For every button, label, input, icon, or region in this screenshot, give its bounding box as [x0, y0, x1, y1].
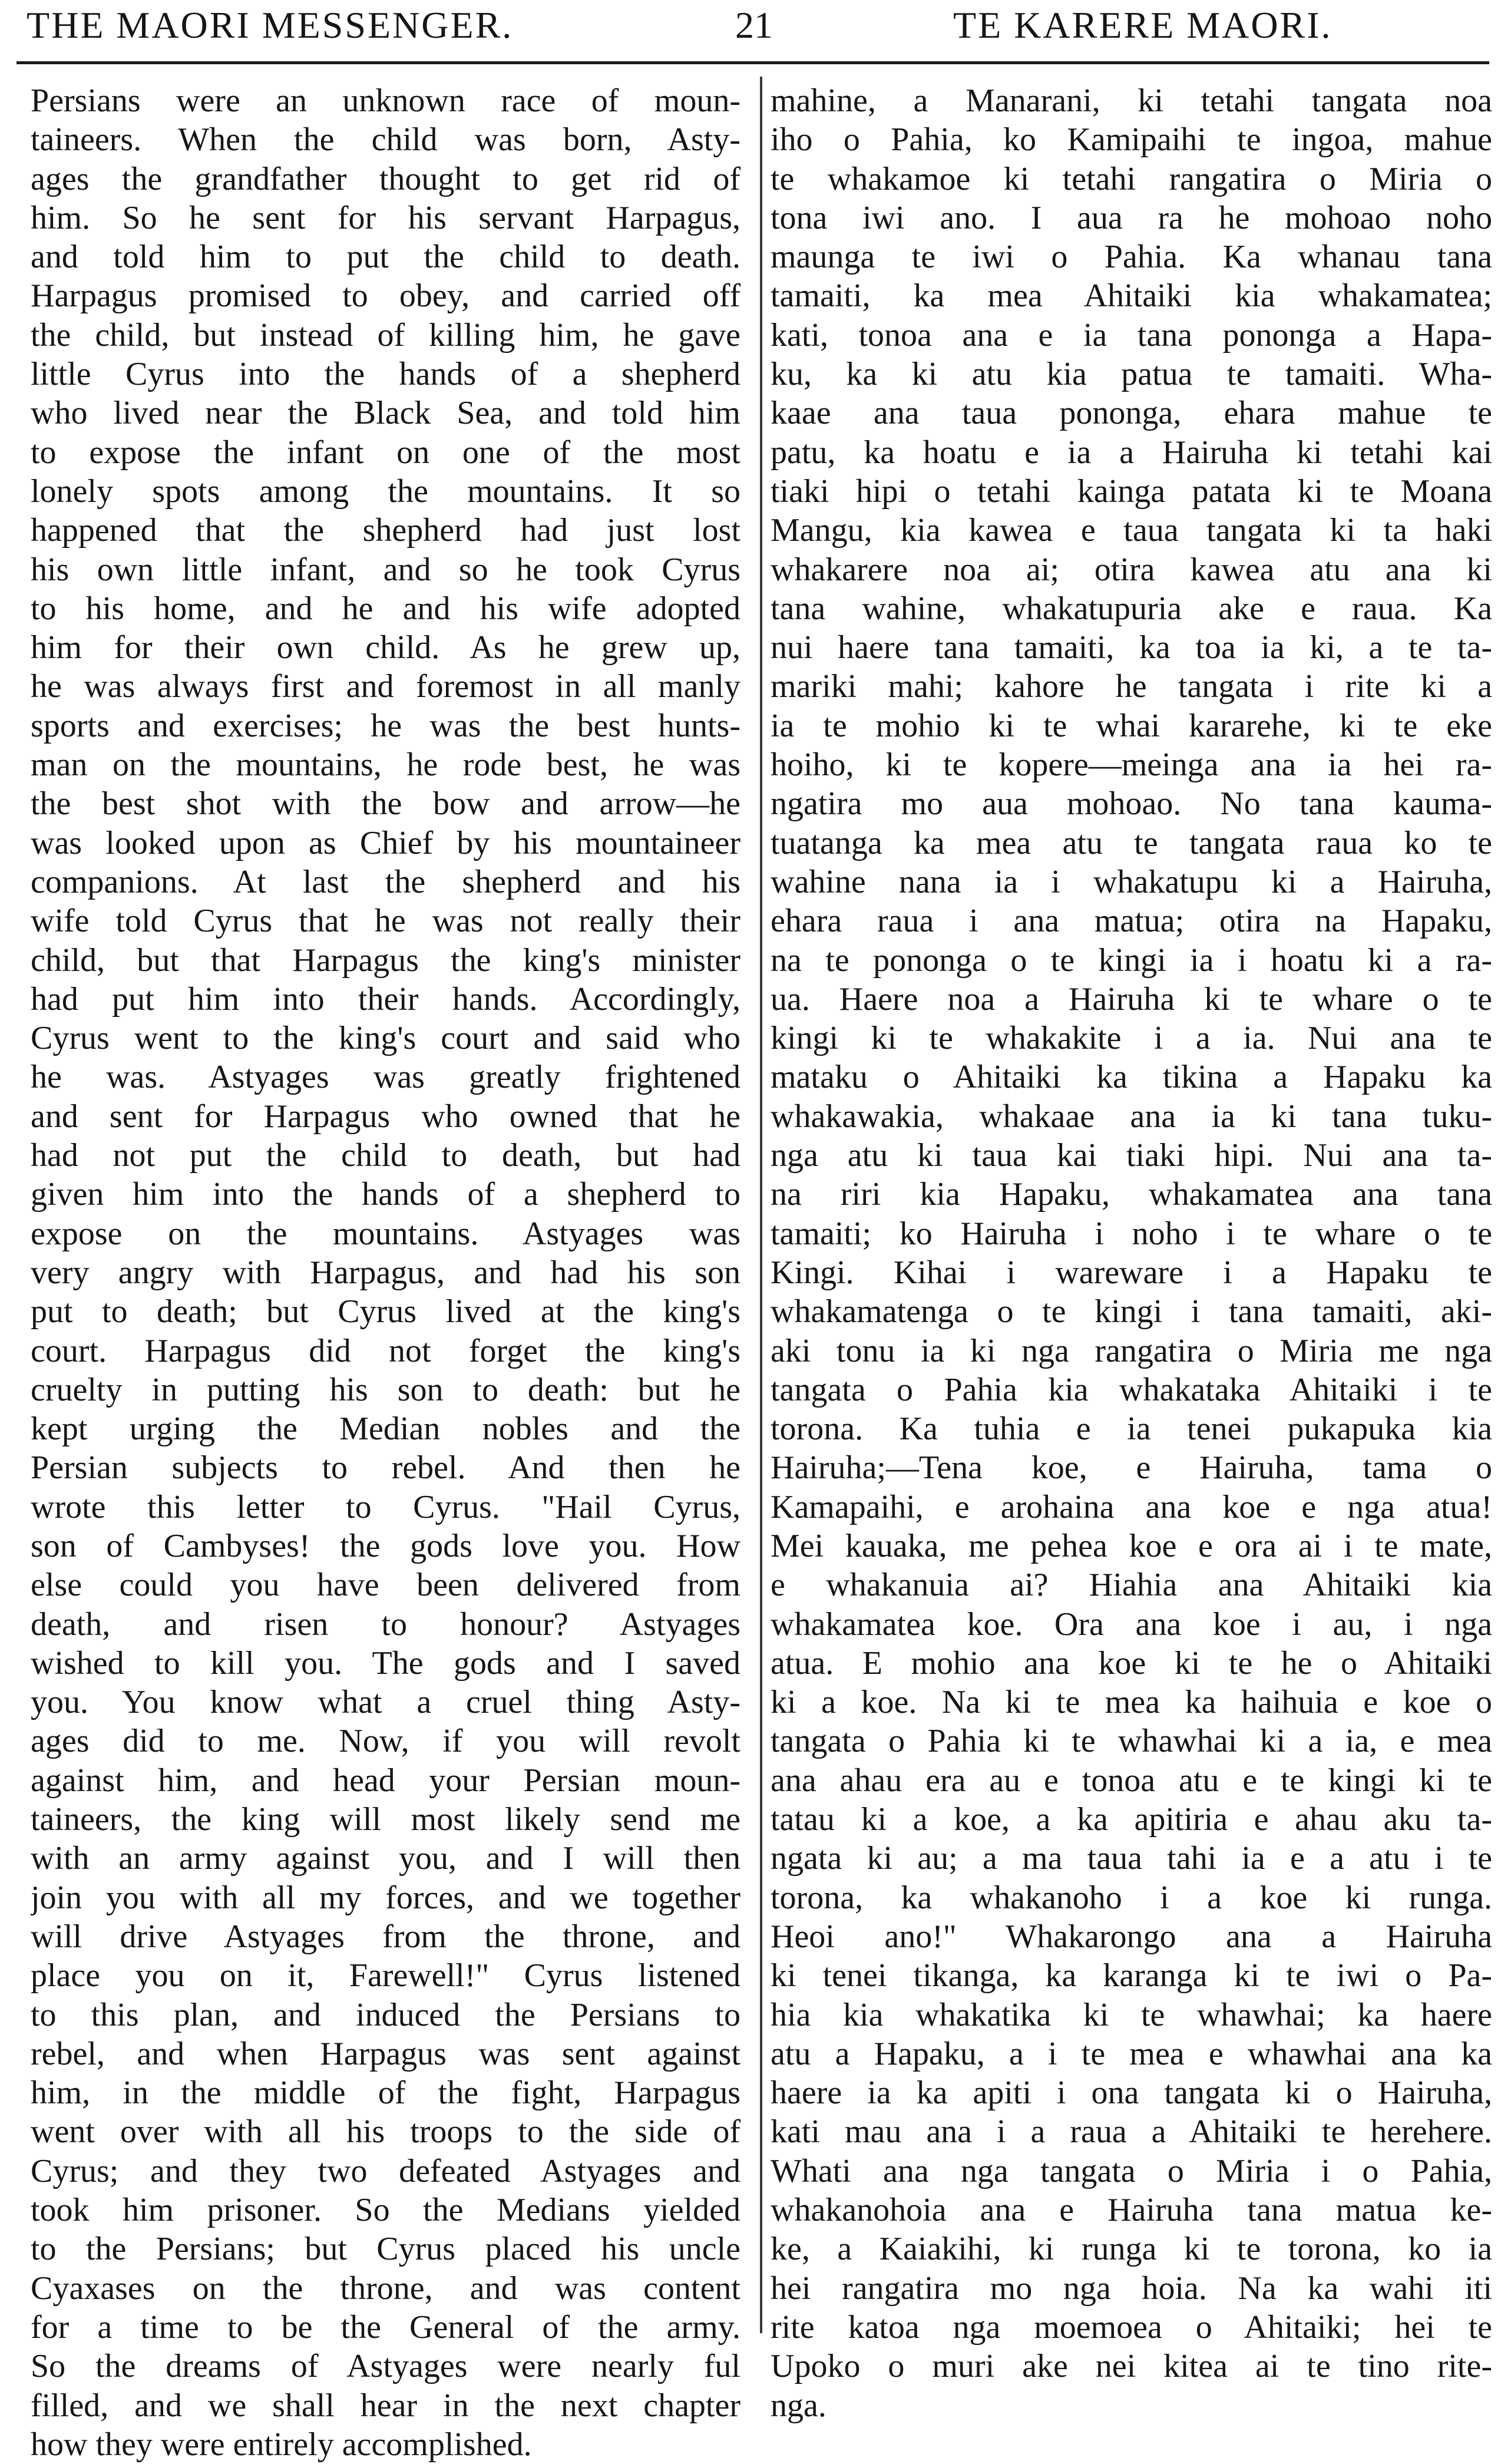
- maori-text-line: patu, ka hoatu e ia a Hairuha ki tetahi kai: [771, 434, 1492, 471]
- maori-text-line: atua. E mohio ana koe ki te he o Ahitaiki: [771, 1644, 1492, 1682]
- maori-text-line: maunga te iwi o Pahia. Ka whanau tana: [771, 239, 1492, 276]
- maori-text-line: wahine nana ia i whakatupu ki a Hairuha,: [771, 863, 1492, 900]
- english-text-line: son of Cambyses! the gods love you. How: [31, 1527, 740, 1564]
- english-text-line: death, and risen to honour? Astyages: [31, 1606, 740, 1643]
- english-text-line: Persian subjects to rebel. And then he: [31, 1449, 740, 1487]
- maori-text-line: ia te mohio ki te whai kararehe, ki te eke: [771, 707, 1492, 744]
- maori-text-line: na te pononga o te kingi ia i hoatu ki a ra-: [771, 942, 1492, 979]
- maori-text-line: ngatira mo aua mohoao. No tana kauma-: [771, 785, 1492, 823]
- english-text-line: he was. Astyages was greatly frightened: [31, 1059, 740, 1096]
- maori-text-line: aki tonu ia ki nga rangatira o Miria me nga: [771, 1332, 1492, 1369]
- english-text-line: to this plan, and induced the Persians to: [31, 1996, 740, 2033]
- english-text-line: went over with all his troops to the side of: [31, 2113, 740, 2151]
- maori-text-line: tuatanga ka mea atu te tangata raua ko te: [771, 824, 1492, 861]
- maori-text-line: mariki mahi; kahore he tangata i rite ki a: [771, 668, 1492, 705]
- english-text-line: Cyrus; and they two defeated Astyages and: [31, 2152, 740, 2189]
- maori-text-line: Upoko o muri ake nei kitea ai te tino rite-: [771, 2348, 1492, 2385]
- english-text-line: his own little infant, and so he took Cyrus: [31, 551, 740, 588]
- english-text-line: taineers, the king will most likely send me: [31, 1801, 740, 1838]
- english-text-line: place you on it, Farewell!" Cyrus listened: [31, 1957, 740, 1994]
- maori-text-line: kingi ki te whakakite i a ia. Nui ana te: [771, 1020, 1492, 1057]
- maori-text-line: nui haere tana tamaiti, ka toa ia ki, a te ta-: [771, 629, 1492, 666]
- page-header: [0, 0, 1501, 71]
- english-text-line: Harpagus promised to obey, and carried off: [31, 278, 740, 315]
- english-text-line: join you with all my forces, and we together: [31, 1879, 740, 1916]
- maori-text-line: ngata ki au; a ma taua tahi ia e a atu i te: [771, 1840, 1492, 1877]
- maori-text-line: mahine, a Manarani, ki tetahi tangata noa: [771, 82, 1492, 119]
- english-text-line: sports and exercises; he was the best hunts-: [31, 707, 740, 744]
- maori-text-line: nga.: [771, 2387, 826, 2424]
- english-text-line: to the Persians; but Cyrus placed his uncle: [31, 2231, 740, 2268]
- header-maori-title: TE KARERE MAORI.: [953, 4, 1333, 46]
- maori-text-line: kati mau ana i a raua a Ahitaiki te herehere.: [771, 2113, 1492, 2151]
- english-text-line: expose on the mountains. Astyages was: [31, 1215, 740, 1252]
- maori-text-line: torona, ka whakanoho i a koe ki runga.: [771, 1879, 1492, 1916]
- english-text-line: court. Harpagus did not forget the king's: [31, 1332, 740, 1369]
- maori-text-line: Mei kauaka, me pehea koe e ora ai i te mate,: [771, 1527, 1492, 1564]
- maori-text-line: tiaki hipi o tetahi kainga patata ki te Moana: [771, 473, 1492, 510]
- english-text-line: to his home, and he and his wife adopted: [31, 590, 740, 627]
- english-text-line: companions. At last the shepherd and his: [31, 863, 740, 900]
- english-text-line: was looked upon as Chief by his mountaineer: [31, 824, 740, 861]
- maori-text-line: ki a koe. Na ki te mea ka haihuia e koe o: [771, 1684, 1492, 1721]
- maori-text-line: ana ahau era au e tonoa atu e te kingi ki te: [771, 1762, 1492, 1799]
- english-text-line: So the dreams of Astyages were nearly ful: [31, 2348, 740, 2385]
- english-text-line: to expose the infant on one of the most: [31, 434, 740, 471]
- maori-text-line: whakamatenga o te kingi i tana tamaiti, aki-: [771, 1293, 1492, 1330]
- maori-text-line: ehara raua i ana matua; otira na Hapaku,: [771, 903, 1492, 940]
- maori-text-line: hei rangatira mo nga hoia. Na ka wahi iti: [771, 2270, 1492, 2307]
- english-text-line: put to death; but Cyrus lived at the king's: [31, 1293, 740, 1330]
- english-text-line: Cyrus went to the king's court and said who: [31, 1020, 740, 1057]
- maori-text-line: nga atu ki taua kai tiaki hipi. Nui ana ta-: [771, 1137, 1492, 1174]
- maori-text-line: torona. Ka tuhia e ia tenei pukapuka kia: [771, 1411, 1492, 1448]
- english-text-line: the child, but instead of killing him, he gave: [31, 316, 740, 354]
- maori-text-line: Hairuha;—Tena koe, e Hairuha, tama o: [771, 1449, 1492, 1487]
- english-text-line: will drive Astyages from the throne, and: [31, 1918, 740, 1955]
- english-text-line: rebel, and when Harpagus was sent against: [31, 2035, 740, 2072]
- maori-text-line: ki tenei tikanga, ka karanga ki te iwi o Pa-: [771, 1957, 1492, 1994]
- english-text-line: him. So he sent for his servant Harpagus,: [31, 199, 740, 236]
- english-text-line: ages did to me. Now, if you will revolt: [31, 1723, 740, 1760]
- english-text-line: for a time to be the General of the army.: [31, 2308, 740, 2346]
- english-text-line: wife told Cyrus that he was not really their: [31, 903, 740, 940]
- english-text-line: else could you have been delivered from: [31, 1567, 740, 1604]
- maori-text-line: whakanohoia ana e Hairuha tana matua ke-: [771, 2192, 1492, 2229]
- maori-text-line: whakamatea koe. Ora ana koe i au, i nga: [771, 1606, 1492, 1643]
- page-number: 21: [735, 4, 773, 46]
- english-text-line: kept urging the Median nobles and the: [31, 1411, 740, 1448]
- maori-text-line: Kamapaihi, e arohaina ana koe e nga atua!: [771, 1488, 1492, 1525]
- maori-text-line: Heoi ano!" Whakarongo ana a Hairuha: [771, 1918, 1492, 1955]
- english-text-line: had not put the child to death, but had: [31, 1137, 740, 1174]
- maori-text-line: e whakanuia ai? Hiahia ana Ahitaiki kia: [771, 1567, 1492, 1604]
- maori-text-line: Mangu, kia kawea e taua tangata ki ta haki: [771, 512, 1492, 549]
- english-column: [31, 81, 740, 2464]
- maori-text-line: kati, tonoa ana e ia tana pononga a Hapa-: [771, 316, 1492, 354]
- english-text-line: cruelty in putting his son to death: but he: [31, 1371, 740, 1408]
- english-text-line: against him, and head your Persian moun-: [31, 1762, 740, 1799]
- english-text-line: took him prisoner. So the Medians yielded: [31, 2192, 740, 2229]
- maori-text-line: hoiho, ki te kopere—meinga ana ia hei ra-: [771, 747, 1492, 784]
- english-text-line: wished to kill you. The gods and I saved: [31, 1644, 740, 1682]
- english-text-line: given him into the hands of a shepherd to: [31, 1176, 740, 1213]
- english-text-line: very angry with Harpagus, and had his son: [31, 1254, 740, 1291]
- english-text-line: happened that the shepherd had just lost: [31, 512, 740, 549]
- maori-text-line: kaae ana taua pononga, ehara mahue te: [771, 395, 1492, 432]
- maori-text-line: na riri kia Hapaku, whakamatea ana tana: [771, 1176, 1492, 1213]
- header-english-title: THE MAORI MESSENGER.: [27, 4, 514, 46]
- english-text-line: man on the mountains, he rode best, he was: [31, 747, 740, 784]
- maori-text-line: te whakamoe ki tetahi rangatira o Miria o: [771, 160, 1492, 197]
- maori-text-line: Kingi. Kihai i wareware i a Hapaku te: [771, 1254, 1492, 1291]
- maori-text-line: mataku o Ahitaiki ka tikina a Hapaku ka: [771, 1059, 1492, 1096]
- english-text-line: how they were entirely accomplished.: [31, 2426, 532, 2463]
- english-text-line: taineers. When the child was born, Asty-: [31, 121, 740, 158]
- english-text-line: ages the grandfather thought to get rid of: [31, 160, 740, 197]
- header-rule: [16, 61, 1489, 64]
- maori-text-line: tatau ki a koe, a ka apitiria e ahau aku ta-: [771, 1801, 1492, 1838]
- maori-column: [771, 81, 1492, 2425]
- maori-text-line: rite katoa nga moemoea o Ahitaiki; hei te: [771, 2308, 1492, 2346]
- english-text-line: child, but that Harpagus the king's minister: [31, 942, 740, 979]
- english-text-line: he was always first and foremost in all manly: [31, 668, 740, 705]
- maori-text-line: atu a Hapaku, a i te mea e whawhai ana ka: [771, 2035, 1492, 2072]
- maori-text-line: whakawakia, whakaae ana ia ki tana tuku-: [771, 1098, 1492, 1135]
- english-text-line: him for their own child. As he grew up,: [31, 629, 740, 666]
- maori-text-line: tamaiti; ko Hairuha i noho i te whare o te: [771, 1215, 1492, 1252]
- column-divider: [760, 77, 762, 2333]
- english-text-line: him, in the middle of the fight, Harpagus: [31, 2075, 740, 2112]
- english-text-line: with an army against you, and I will then: [31, 1840, 740, 1877]
- maori-text-line: tangata o Pahia kia whakataka Ahitaiki i te: [771, 1371, 1492, 1408]
- english-text-line: and told him to put the child to death.: [31, 239, 740, 276]
- english-text-line: Cyaxases on the throne, and was content: [31, 2270, 740, 2307]
- maori-text-line: tona iwi ano. I aua ra he mohoao noho: [771, 199, 1492, 236]
- english-text-line: Persians were an unknown race of moun-: [31, 82, 740, 119]
- maori-text-line: ku, ka ki atu kia patua te tamaiti. Wha-: [771, 356, 1492, 393]
- english-text-line: who lived near the Black Sea, and told him: [31, 395, 740, 432]
- english-text-line: wrote this letter to Cyrus. "Hail Cyrus,: [31, 1488, 740, 1525]
- maori-text-line: hia kia whakatika ki te whawhai; ka haere: [771, 1996, 1492, 2033]
- english-text-line: little Cyrus into the hands of a shepherd: [31, 356, 740, 393]
- english-text-line: and sent for Harpagus who owned that he: [31, 1098, 740, 1135]
- maori-text-line: ke, a Kaiakihi, ki runga ki te torona, ko ia: [771, 2231, 1492, 2268]
- english-text-line: had put him into their hands. Accordingly,: [31, 980, 740, 1018]
- maori-text-line: tamaiti, ka mea Ahitaiki kia whakamatea;: [771, 278, 1492, 315]
- maori-text-line: Whati ana nga tangata o Miria i o Pahia,: [771, 2152, 1492, 2189]
- maori-text-line: iho o Pahia, ko Kamipaihi te ingoa, mahue: [771, 121, 1492, 158]
- english-text-line: the best shot with the bow and arrow—he: [31, 785, 740, 823]
- maori-text-line: ua. Haere noa a Hairuha ki te whare o te: [771, 980, 1492, 1018]
- maori-text-line: tana wahine, whakatupuria ake e raua. Ka: [771, 590, 1492, 627]
- maori-text-line: whakarere noa ai; otira kawea atu ana ki: [771, 551, 1492, 588]
- english-text-line: lonely spots among the mountains. It so: [31, 473, 740, 510]
- maori-text-line: haere ia ka apiti i ona tangata ki o Hairuha,: [771, 2075, 1492, 2112]
- english-text-line: filled, and we shall hear in the next chapter: [31, 2387, 740, 2424]
- english-text-line: you. You know what a cruel thing Asty-: [31, 1684, 740, 1721]
- maori-text-line: tangata o Pahia ki te whawhai ki a ia, e mea: [771, 1723, 1492, 1760]
